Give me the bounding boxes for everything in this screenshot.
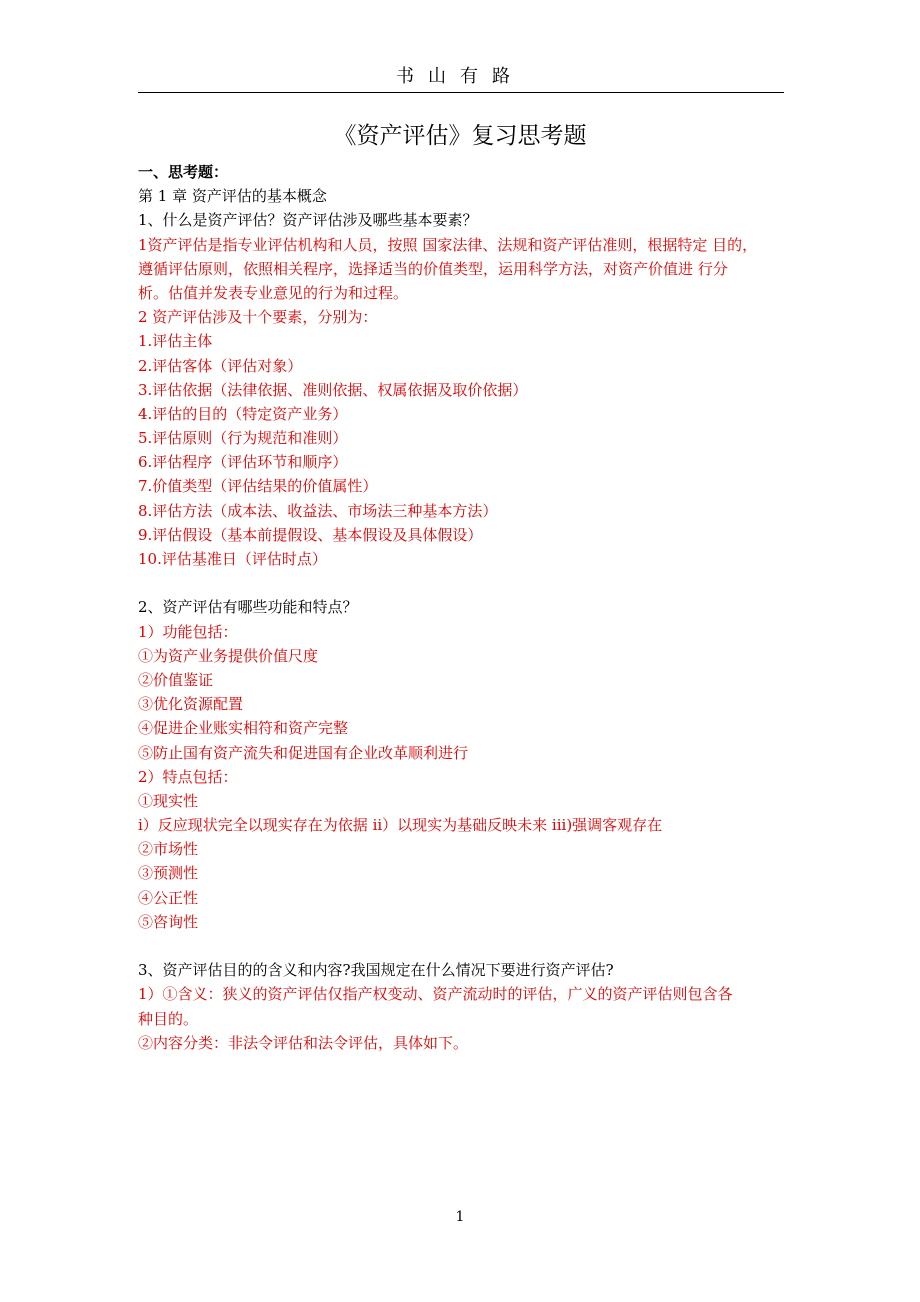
answer-1-line-2: 遵循评估原则，依照相关程序，选择适当的价值类型，运用科学方法，对资产价值进 行分 [138, 259, 728, 278]
answer-3-line-2: 种目的。 [138, 1009, 199, 1028]
question-2: 2、资产评估有哪些功能和特点？ [138, 598, 358, 617]
list-item: ⑤咨询性 [138, 912, 199, 931]
list-item: 3.评估依据（法律依据、准则依据、权属依据及取价依据） [138, 380, 528, 399]
list-item: ①现实性 [138, 791, 199, 810]
answer-1-elements-intro: 2 资产评估涉及十个要素，分别为： [138, 308, 378, 327]
list-item: ④促进企业账实相符和资产完整 [138, 719, 349, 738]
list-item: 2.评估客体（评估对象） [138, 356, 303, 375]
answer-1-line-1: 1资产评估是指专业评估机构和人员，按照 国家法律、法规和资产评估准则，根据特定 目的， [138, 235, 758, 254]
list-item: ①为资产业务提供价值尺度 [138, 646, 319, 665]
answer-1-line-3: 析。估值并发表专业意见的行为和过程。 [138, 283, 409, 302]
document-body [138, 160, 788, 1055]
question-3: 3、资产评估目的的含义和内容?我国规定在什么情况下要进行资产评估? [138, 961, 614, 980]
list-item: ③预测性 [138, 864, 199, 883]
list-item: 1.评估主体 [138, 332, 213, 351]
features-heading: 2）特点包括： [138, 767, 238, 786]
list-item: 10.评估基准日（评估时点） [138, 550, 327, 568]
running-header: 书山有路 [396, 66, 524, 87]
spacer [138, 934, 788, 958]
document-title: 《资产评估》复习思考题 [333, 123, 587, 149]
question-1: 1、什么是资产评估？资产评估涉及哪些基本要素？ [138, 211, 478, 230]
header-rule [138, 92, 784, 93]
list-item: i）反应现状完全以现实存在为依据 ii）以现实为基础反映未来 iii)强调客观存在 [138, 816, 663, 835]
list-item: 9.评估假设（基本前提假设、基本假设及具体假设） [138, 525, 483, 544]
list-item: 6.评估程序（评估环节和顺序） [138, 453, 348, 472]
answer-3-line-3: ②内容分类：非法令评估和法令评估，具体如下。 [138, 1033, 469, 1052]
list-item: ④公正性 [138, 888, 199, 907]
list-item: ②市场性 [138, 840, 199, 859]
list-item: 7.价值类型（评估结果的价值属性） [138, 477, 378, 496]
list-item: ③优化资源配置 [138, 695, 244, 714]
section-heading: 一、思考题： [138, 163, 229, 181]
chapter-heading: 第 1 章 资产评估的基本概念 [138, 187, 327, 206]
list-item: ②价值鉴证 [138, 670, 214, 689]
page-number: 1 [455, 1209, 465, 1225]
spacer [138, 571, 788, 595]
functions-heading: 1）功能包括： [138, 622, 238, 641]
list-item: ⑤防止国有资产流失和促进国有企业改革顺利进行 [138, 743, 469, 762]
list-item: 5.评估原则（行为规范和准则） [138, 429, 348, 448]
answer-3-line-1: 1）①含义：狭义的资产评估仅指产权变动、资产流动时的评估，广义的资产评估则包含各 [138, 985, 733, 1004]
list-item: 4.评估的目的（特定资产业务） [138, 404, 348, 423]
list-item: 8.评估方法（成本法、收益法、市场法三种基本方法） [138, 501, 498, 520]
